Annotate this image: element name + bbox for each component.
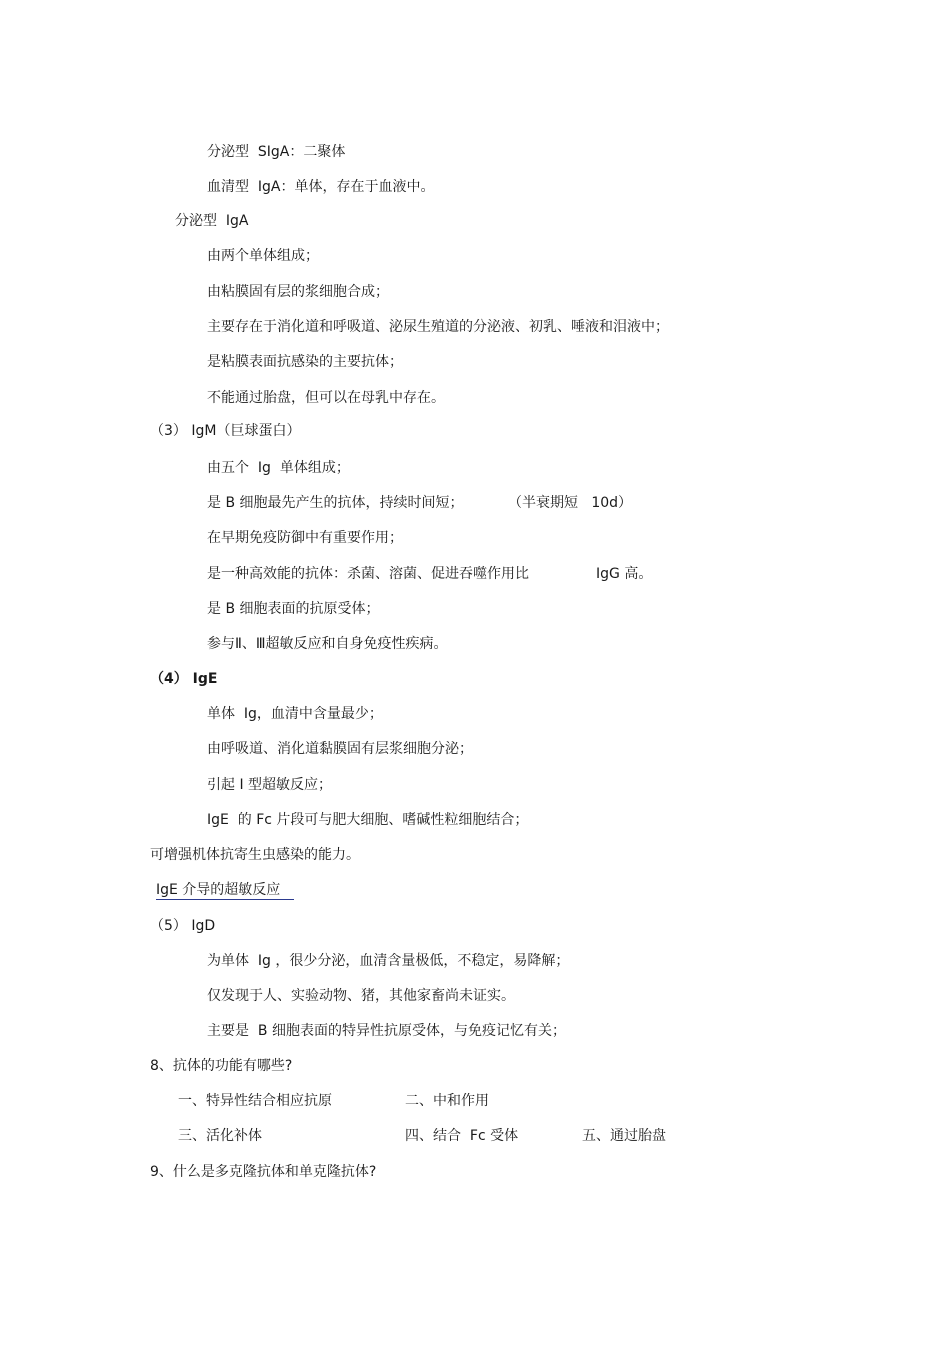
text-line: IgG 高。 xyxy=(596,566,653,582)
text-line: 是 B 细胞最先产生的抗体，持续时间短； xyxy=(207,495,464,511)
text-line: 是一种高效能的抗体：杀菌、溶菌、促进吞噬作用比 xyxy=(207,566,529,582)
function-item: 五、通过胎盘 xyxy=(582,1128,666,1144)
question-8: 8、抗体的功能有哪些? xyxy=(150,1058,293,1074)
text-line: 由呼吸道、消化道黏膜固有层浆细胞分泌； xyxy=(207,741,473,757)
text-line: 由粘膜固有层的浆细胞合成； xyxy=(207,284,389,300)
text-line: 为单体 Ig ，很少分泌，血清含量极低，不稳定，易降解； xyxy=(207,953,570,969)
function-item: 二、中和作用 xyxy=(405,1093,489,1109)
text-line: 由两个单体组成； xyxy=(207,248,319,264)
section-heading-igm: （3） IgM（巨球蛋白） xyxy=(150,423,301,439)
text-line: 主要存在于消化道和呼吸道、泌尿生殖道的分泌液、初乳、唾液和泪液中； xyxy=(207,319,669,335)
question-9: 9、什么是多克隆抗体和单克隆抗体? xyxy=(150,1164,377,1180)
section-heading-igd: （5） IgD xyxy=(150,918,216,934)
text-line: 不能通过胎盘，但可以在母乳中存在。 xyxy=(207,390,445,406)
text-line: 分泌型 SIgA：二聚体 xyxy=(207,144,346,160)
text-line: 血清型 IgA：单体，存在于血液中。 xyxy=(207,179,435,195)
text-line: 可增强机体抗寄生虫感染的能力。 xyxy=(150,847,360,863)
text-line: IgE 的 Fc 片段可与肥大细胞、嗜碱性粒细胞结合； xyxy=(207,812,529,828)
text-line: 仅发现于人、实验动物、猪，其他家畜尚未证实。 xyxy=(207,988,515,1004)
section-heading-ige: （4） IgE xyxy=(150,671,218,687)
ige-hypersensitivity-link[interactable]: IgE 介导的超敏反应 xyxy=(156,881,294,900)
subheading: 分泌型 IgA xyxy=(175,213,249,229)
text-line: 由五个 Ig 单体组成； xyxy=(207,460,350,476)
text-line: 在早期免疫防御中有重要作用； xyxy=(207,530,403,546)
text-line: 是粘膜表面抗感染的主要抗体； xyxy=(207,354,403,370)
function-item: 一、特异性结合相应抗原 xyxy=(178,1093,332,1109)
text-line: （半衰期短 10d） xyxy=(508,495,633,511)
function-item: 四、结合 Fc 受体 xyxy=(405,1128,519,1144)
function-item: 三、活化补体 xyxy=(178,1128,262,1144)
text-line: 单体 Ig，血清中含量最少； xyxy=(207,706,383,722)
text-line: 主要是 B 细胞表面的特异性抗原受体，与免疫记忆有关； xyxy=(207,1023,566,1039)
text-line: 参与Ⅱ、Ⅲ超敏反应和自身免疫性疾病。 xyxy=(207,636,448,652)
text-line: 引起 I 型超敏反应； xyxy=(207,777,333,793)
text-line: 是 B 细胞表面的抗原受体； xyxy=(207,601,380,617)
